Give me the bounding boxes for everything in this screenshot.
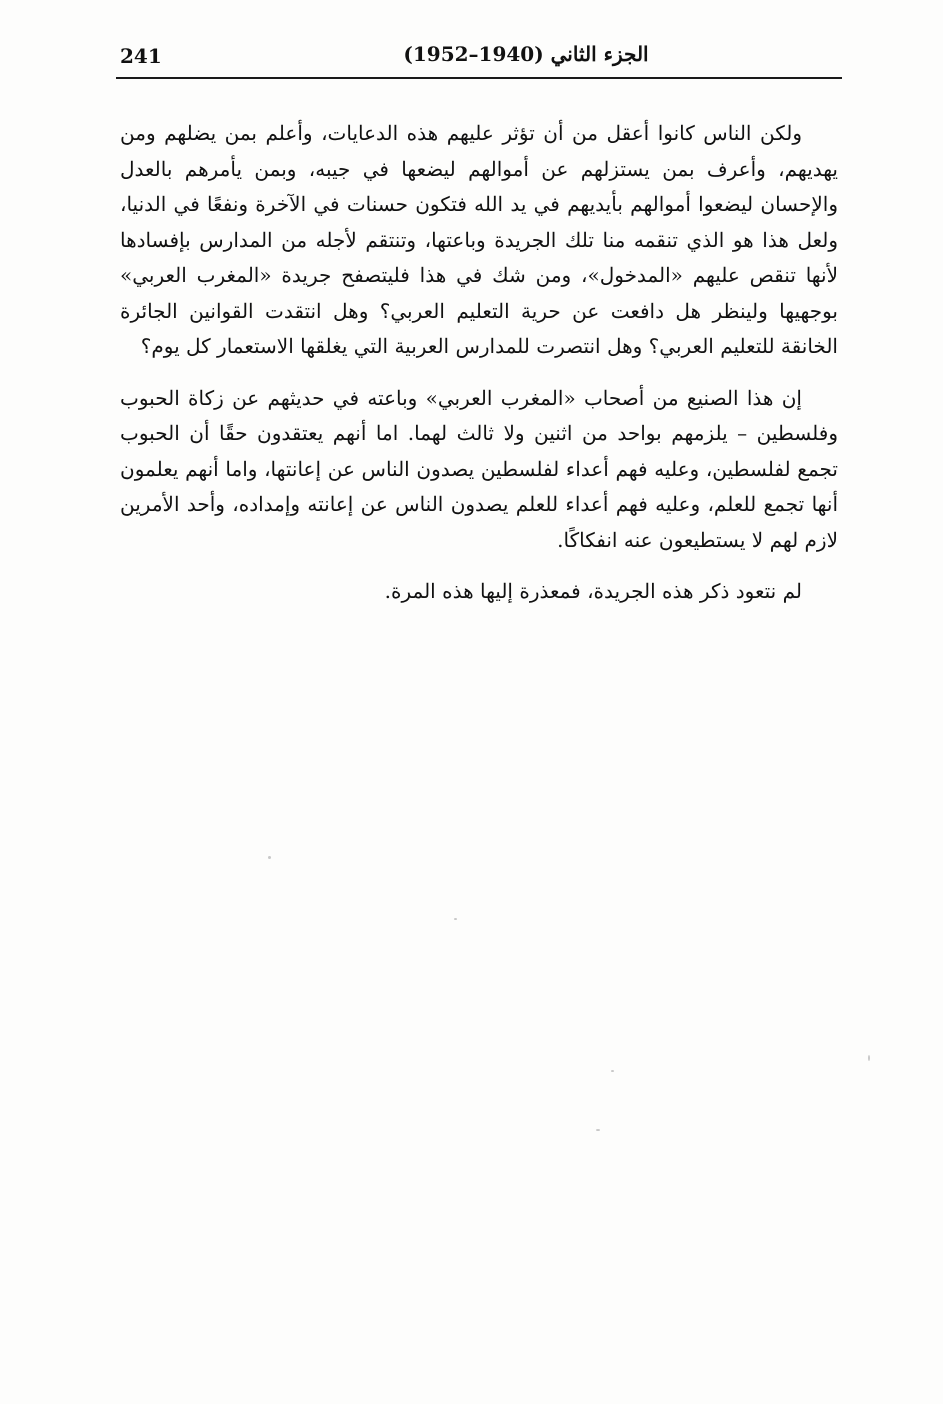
header-rule <box>116 77 842 79</box>
page-header <box>116 36 842 80</box>
paragraph: إن هذا الصنيع من أصحاب «المغرب العربي» وباعته في حديثهم عن زكاة الحبوب وفلسطين – يلزمهم بواحد من اثنين ولا ثالث لهما. اما أنهم يعتقدون حقًا أن الحبوب تجمع لفلسطين، وعليه فهم أعداء لفلسطين يصدون الناس عن إعانتها، واما أنهم يعلمون أنها تجمع للعلم، وعليه فهم أعداء للعلم يصدون الناس عن إعانته وإمداده، وأحد الأمرين لازم لهم لا يستطيعون عنه انفكاكًا. <box>120 385 838 552</box>
scan-speck <box>268 856 271 859</box>
scan-speck <box>596 1129 600 1131</box>
paragraph: ولكن الناس كانوا أعقل من أن تؤثر عليهم هذه الدعايات، وأعلم بمن يضلهم ومن يهديهم، وأعرف بمن يستزلهم عن أموالهم ليضعها في جيبه، وبمن يأمرهم بالعدل والإحسان ليضعوا أموالهم بأيديهم في يد الله فتكون حسنات في الآخرة ونفعًا في الدنيا، ولعل هذا هو الذي تنقمه منا تلك الجريدة وباعتها، وتنتقم لأجله من المدارس بإفسادها لأنها تنقص عليهم «المدخول»، ومن شك في هذا فليتصفح جريدة «المغرب العربي» بوجهيها ولينظر هل دافعت عن حرية التعليم العربي؟ وهل انتقدت القوانين الجائرة الخانقة للتعليم العربي؟ وهل انتصرت للمدارس العربية التي يغلقها الاستعمار كل يوم؟ <box>120 121 838 358</box>
running-head: الجزء الثاني (1940–1952) <box>403 42 649 66</box>
page-body <box>120 116 838 626</box>
page-number: 241 <box>120 44 162 68</box>
paragraph: لم نتعود ذكر هذه الجريدة، فمعذرة إليها هذه المرة. <box>384 579 802 603</box>
scan-speck <box>611 1070 614 1072</box>
scan-speck <box>454 918 457 920</box>
scan-speck <box>868 1055 870 1061</box>
